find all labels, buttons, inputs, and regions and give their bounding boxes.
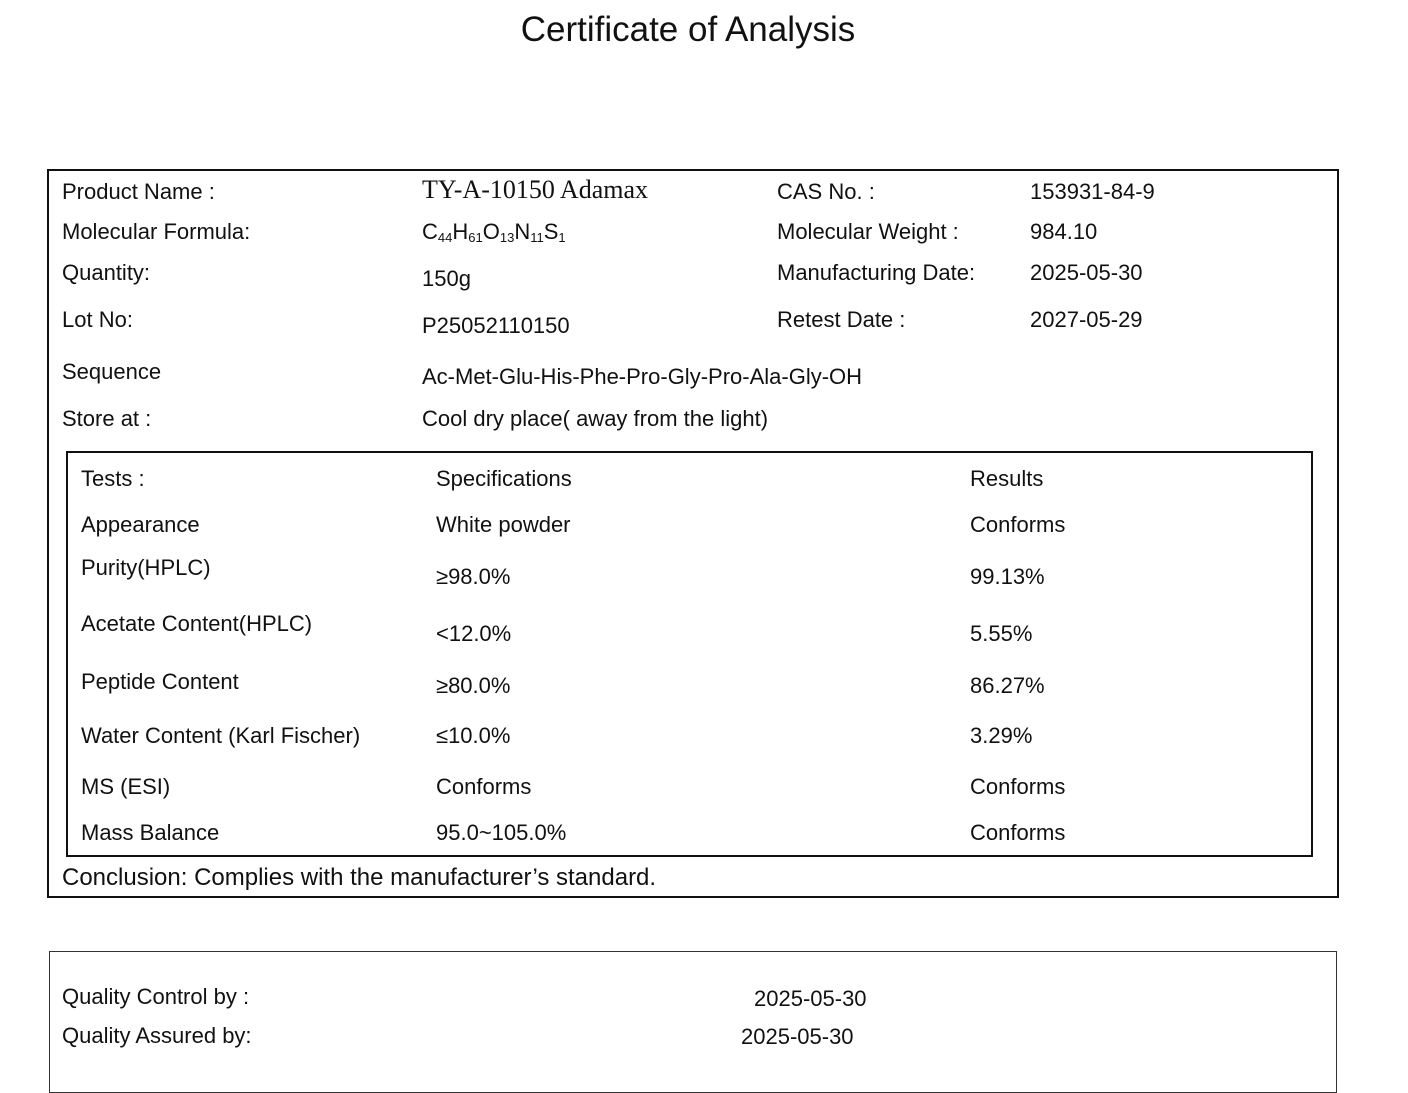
formula-label: Molecular Formula: xyxy=(62,219,251,244)
test-name: Peptide Content xyxy=(81,669,239,694)
signoff-box xyxy=(49,951,1337,1093)
quantity-label: Quantity: xyxy=(62,260,151,285)
test-name: Purity(HPLC) xyxy=(81,555,211,580)
test-result: Conforms xyxy=(970,820,1066,845)
test-name: MS (ESI) xyxy=(81,774,171,799)
retest-date-value: 2027-05-29 xyxy=(1030,307,1143,332)
test-spec: ≤10.0% xyxy=(436,723,511,748)
lot-value: P25052110150 xyxy=(422,313,570,338)
conclusion: Conclusion: Complies with the manufacturer’s standard. xyxy=(62,864,657,891)
quantity-value: 150g xyxy=(422,266,471,291)
mfg-date-value: 2025-05-30 xyxy=(1030,260,1143,285)
results-header: Results xyxy=(970,466,1044,491)
test-spec: White powder xyxy=(436,512,571,537)
qc-label: Quality Control by : xyxy=(62,984,250,1009)
test-spec: 95.0~105.0% xyxy=(436,820,567,845)
product-name-label: Product Name : xyxy=(62,179,215,204)
tests-header: Tests : xyxy=(81,466,145,491)
test-name: Mass Balance xyxy=(81,820,220,845)
store-value: Cool dry place( away from the light) xyxy=(422,406,769,431)
test-result: 86.27% xyxy=(970,673,1045,698)
qa-date: 2025-05-30 xyxy=(741,1024,854,1049)
cas-value: 153931-84-9 xyxy=(1030,179,1155,204)
sequence-value: Ac-Met-Glu-His-Phe-Pro-Gly-Pro-Ala-Gly-OH xyxy=(422,364,863,389)
lot-label: Lot No: xyxy=(62,307,133,332)
retest-date-label: Retest Date : xyxy=(777,307,906,332)
test-name: Appearance xyxy=(81,512,200,537)
store-label: Store at : xyxy=(62,406,152,431)
cas-label: CAS No. : xyxy=(777,179,875,204)
sequence-label: Sequence xyxy=(62,359,162,384)
test-name: Water Content (Karl Fischer) xyxy=(81,723,361,748)
test-spec: Conforms xyxy=(436,774,532,799)
qc-date: 2025-05-30 xyxy=(754,986,867,1011)
test-result: Conforms xyxy=(970,774,1066,799)
test-result: 5.55% xyxy=(970,621,1033,646)
mw-label: Molecular Weight : xyxy=(777,219,959,244)
product-name-value: TY-A-10150 Adamax xyxy=(422,175,649,204)
test-spec: ≥98.0% xyxy=(436,564,511,589)
test-result: 3.29% xyxy=(970,723,1033,748)
mw-value: 984.10 xyxy=(1030,219,1098,244)
test-result: 99.13% xyxy=(970,564,1045,589)
qa-label: Quality Assured by: xyxy=(62,1023,252,1048)
test-spec: <12.0% xyxy=(436,621,512,646)
test-name: Acetate Content(HPLC) xyxy=(81,611,313,636)
mfg-date-label: Manufacturing Date: xyxy=(777,260,976,285)
test-result: Conforms xyxy=(970,512,1066,537)
specifications-header: Specifications xyxy=(436,466,572,491)
test-spec: ≥80.0% xyxy=(436,673,511,698)
document-title: Certificate of Analysis xyxy=(520,10,856,49)
tests-table xyxy=(66,451,1313,857)
formula-value: $C_{44}H_{61}O_{13}N_{11}S_1$ xyxy=(422,219,566,245)
